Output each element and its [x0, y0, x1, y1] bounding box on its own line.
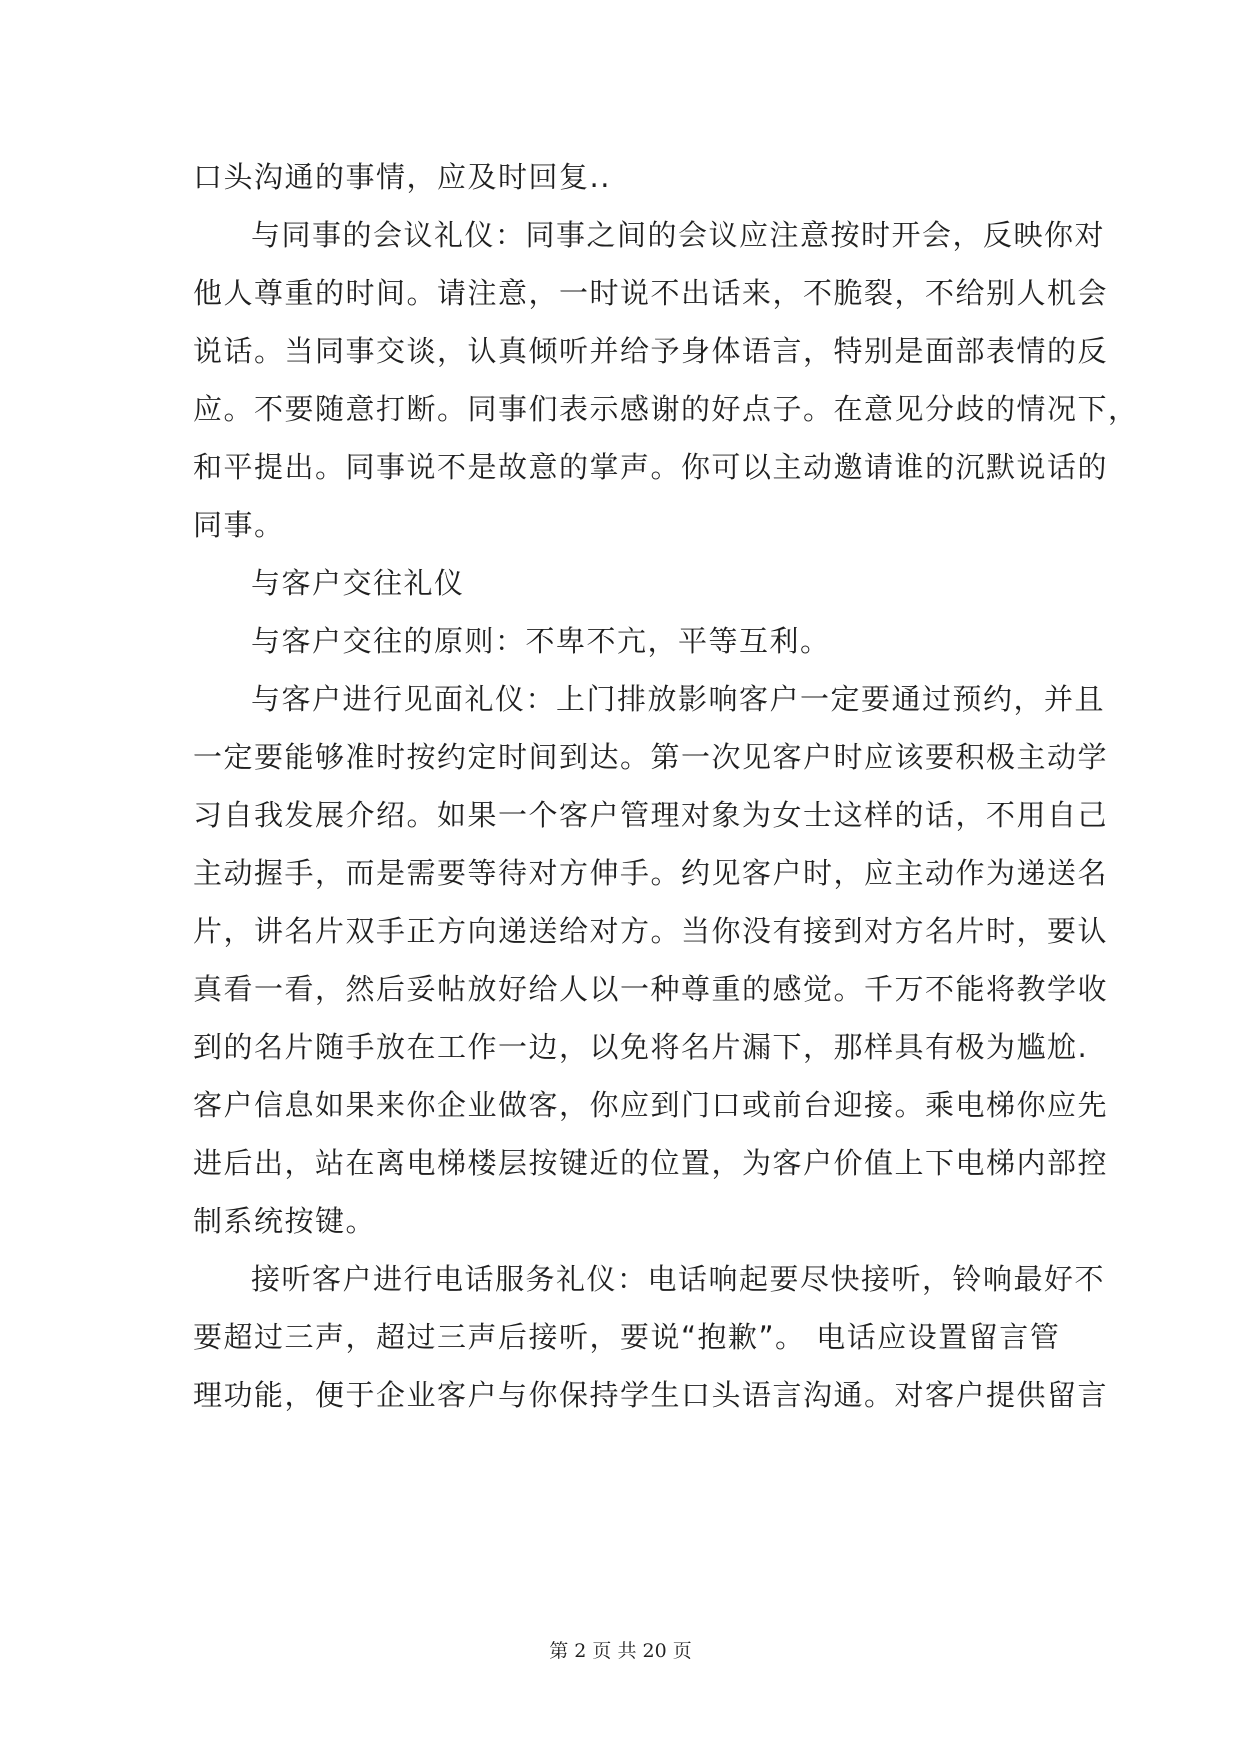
- text-line: 理功能，便于企业客户与你保持学生口头语言沟通。对客户提供留言: [193, 1378, 1109, 1412]
- text-line: 制系统按键。: [193, 1204, 377, 1238]
- text-line: 与同事的会议礼仪：同事之间的会议应注意按时开会，反映你对: [251, 218, 1106, 252]
- section-heading: 与客户交往礼仪: [251, 566, 465, 600]
- text-line: 真看一看，然后妥帖放好给人以一种尊重的感觉。千万不能将教学收: [193, 972, 1109, 1006]
- text-line: 说话。当同事交谈，认真倾听并给予身体语言，特别是面部表情的反: [193, 334, 1109, 368]
- text-line: 同事。: [193, 508, 285, 542]
- text-line: 与客户交往的原则：不卑不亢，平等互利。: [251, 624, 831, 658]
- text-line: 主动握手，而是需要等待对方伸手。约见客户时，应主动作为递送名: [193, 856, 1109, 890]
- text-line: 一定要能够准时按约定时间到达。第一次见客户时应该要积极主动学: [193, 740, 1109, 774]
- text-line: 与客户进行见面礼仪：上门排放影响客户一定要通过预约，并且: [251, 682, 1106, 716]
- text-line: 接听客户进行电话服务礼仪：电话响起要尽快接听，铃响最好不: [251, 1262, 1106, 1296]
- text-line: 他人尊重的时间。请注意，一时说不出话来，不脆裂，不给别人机会: [193, 276, 1109, 310]
- text-line: 到的名片随手放在工作一边，以免将名片漏下，那样具有极为尴尬.: [193, 1030, 1089, 1064]
- text-line: 习自我发展介绍。如果一个客户管理对象为女士这样的话，不用自己: [193, 798, 1109, 832]
- text-line: 片，讲名片双手正方向递送给对方。当你没有接到对方名片时，要认: [193, 914, 1109, 948]
- text-line: 应。不要随意打断。同事们表示感谢的好点子。在意见分歧的情况下，: [193, 392, 1139, 426]
- page-number-footer: 第 2 页 共 20 页: [549, 1640, 692, 1662]
- text-line: 要超过三声，超过三声后接听，要说“抱歉”。 电话应设置留言管: [193, 1320, 1061, 1354]
- text-line: 进后出，站在离电梯楼层按键近的位置，为客户价值上下电梯内部控: [193, 1146, 1109, 1180]
- text-line: 口头沟通的事情，应及时回复..: [193, 160, 611, 194]
- text-line: 和平提出。同事说不是故意的掌声。你可以主动邀请谁的沉默说话的: [193, 450, 1109, 484]
- text-line: 客户信息如果来你企业做客，你应到门口或前台迎接。乘电梯你应先: [193, 1088, 1109, 1122]
